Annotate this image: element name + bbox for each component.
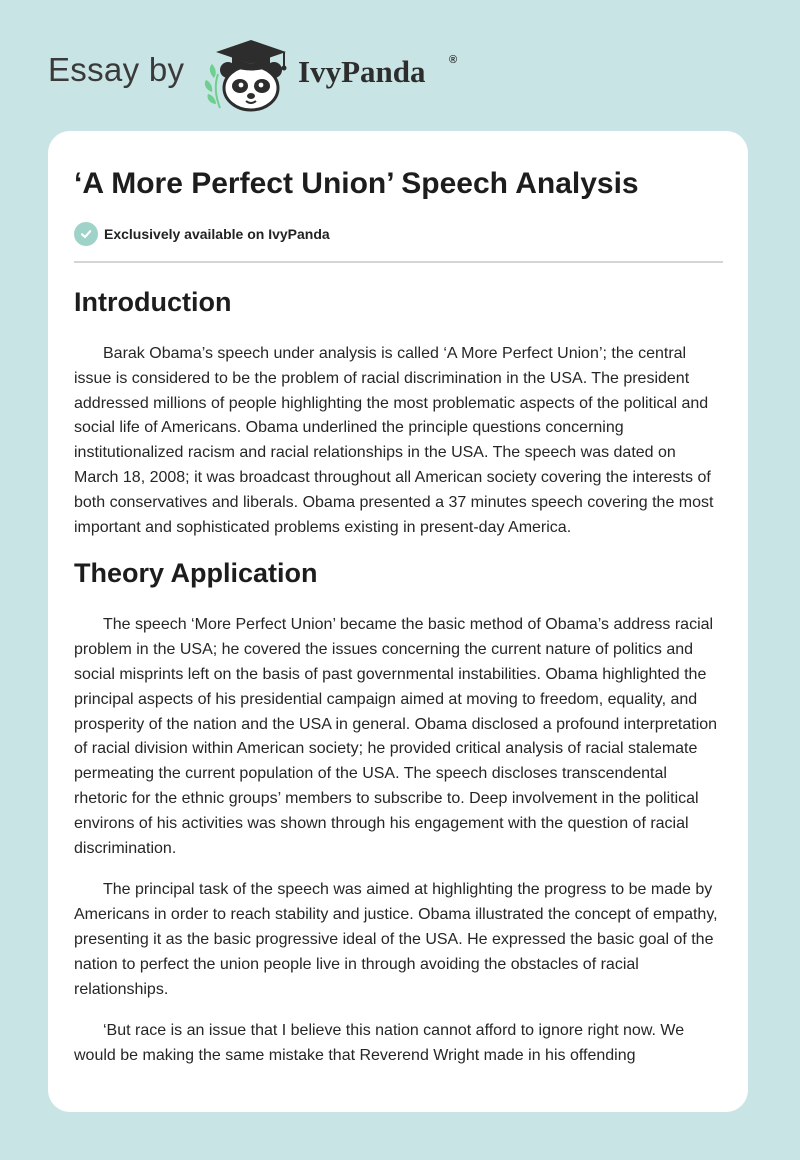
check-circle-icon: [74, 222, 98, 246]
site-header: [0, 0, 800, 125]
exclusive-label: Exclusively available on IvyPanda: [104, 226, 330, 242]
paragraph: ‘But race is an issue that I believe this nation cannot afford to ignore right now. We would be making the same mistake that Reverend Wright made in his offending: [74, 1022, 685, 1065]
registered-mark: ®: [449, 54, 458, 66]
paragraph: The principal task of the speech was aimed at highlighting the progress to be made by Americans in order to reach stability and justice. Obama illustrated the concept of empathy, presenting it as the basic progressive ideal of the USA. He expressed the basic goal of the nation to perfect the union people live in through avoiding the obstacles of racial relationships.: [74, 881, 718, 998]
paragraph: Barak Obama’s speech under analysis is called ‘A More Perfect Union’; the central issue is considered to be the problem of racial discrimination in the USA. The president addressed millions of people highlighting the most problematic aspects of the political and social life of Americans. Obama underlined the principle questions concerning institutionalized racism and racial relationships in the USA. The speech was dated on March 18, 2008; it was broadcast throughout all American society covering the interests of both conservatives and liberals. Obama presented a 37 minutes speech covering the most important and sophisticated problems existing in present-day America.: [74, 345, 714, 536]
essay-by-label: Essay by: [48, 51, 185, 88]
essay-card: [48, 131, 748, 1112]
exclusive-badge: [74, 222, 330, 246]
divider: [74, 261, 723, 263]
brand-name[interactable]: IvyPanda: [298, 54, 426, 89]
page-title: ‘A More Perfect Union’ Speech Analysis: [74, 167, 639, 200]
paragraph: The speech ‘More Perfect Union’ became the basic method of Obama’s address racial problem in the USA; he covered the issues concerning the current nature of politics and social misprints left on the basis of past governmental instabilities. Obama highlighted the principal aspects of his presidential campaign aimed at moving to freedom, equality, and prosperity of the nation and the USA in general. Obama disclosed a profound interpretation of racial division within American society; he provided critical analysis of racial stalemate permeating the current population of the USA. The speech discloses transcendental rhetoric for the ethnic groups’ members to subscribe to. Deep involvement in the political environs of his activities was shown through his engagement with the question of racial discrimination.: [74, 616, 718, 857]
section-heading-theory-application: Theory Application: [74, 558, 318, 589]
essay-content: [74, 281, 723, 1069]
section-heading-introduction: Introduction: [74, 287, 232, 317]
panda-graduate-logo-icon[interactable]: [200, 34, 292, 112]
